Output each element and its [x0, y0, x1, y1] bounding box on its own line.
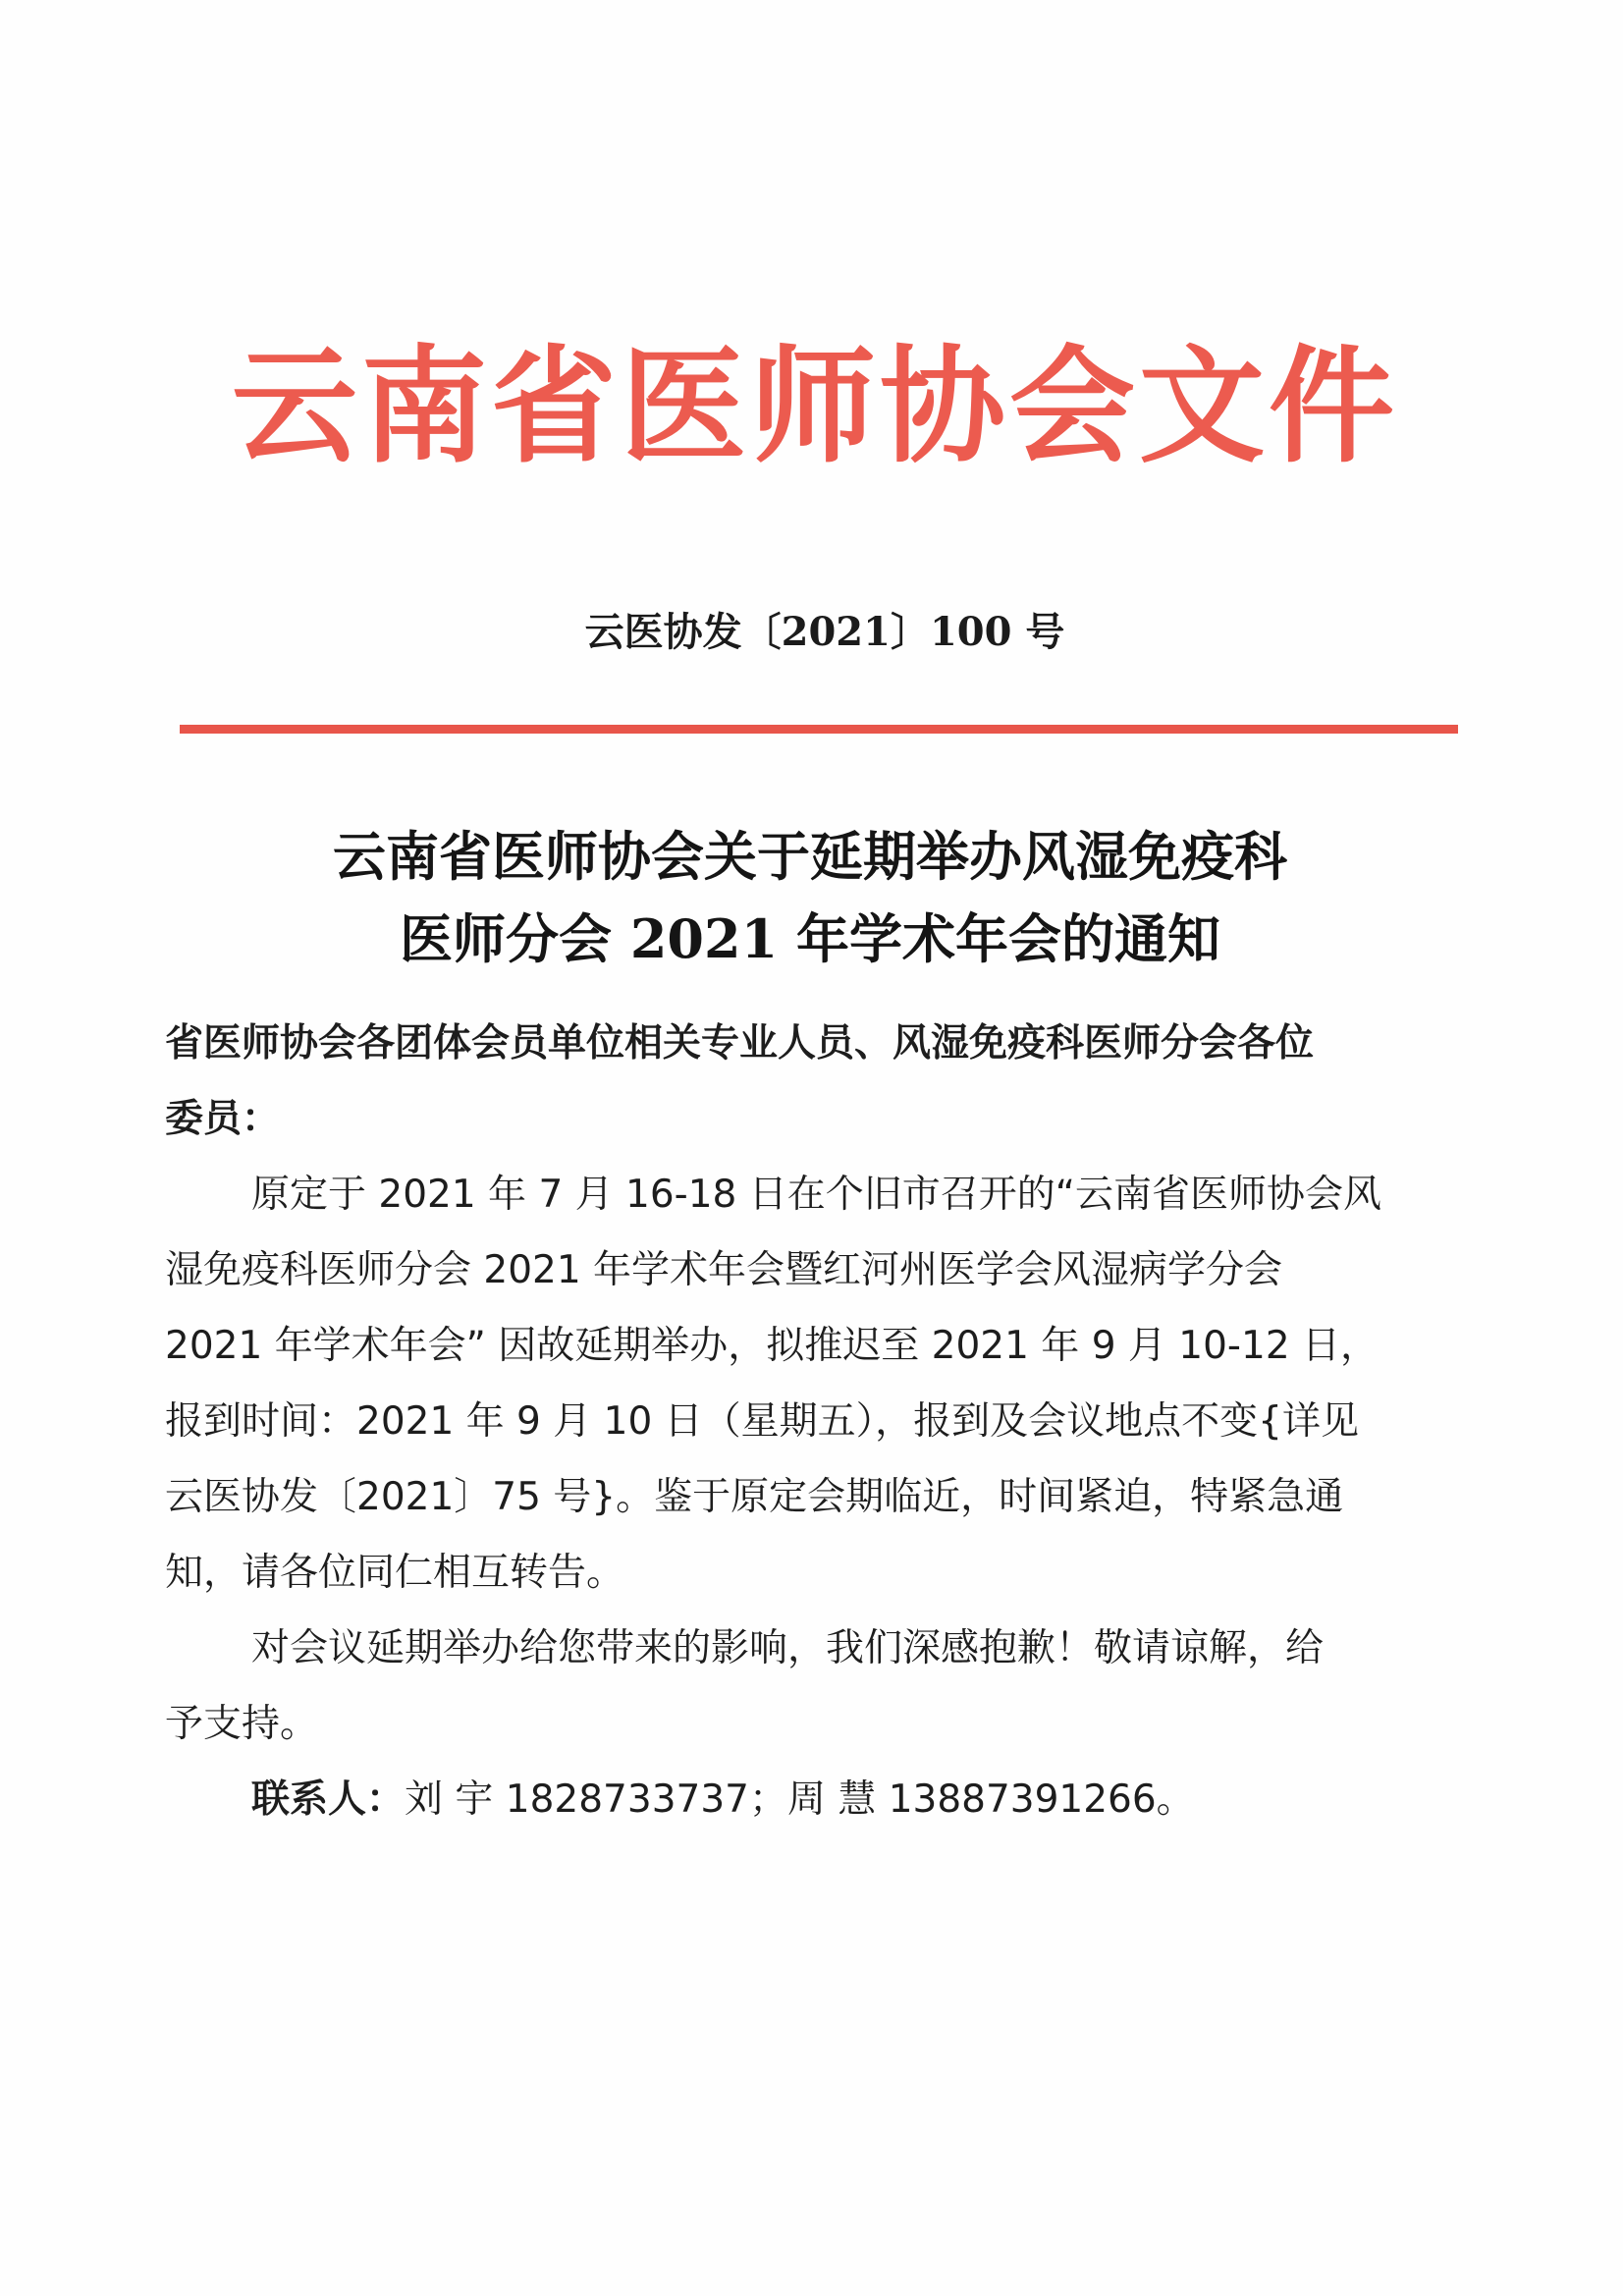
- paragraph-line: 原定于 2021 年 7 月 16-18 日在个旧市召开的“云南省医师协会风: [251, 1173, 1381, 1217]
- salutation-line: 省医师协会各团体会员单位相关专业人员、风湿免疫科医师分会各位: [165, 1021, 1315, 1066]
- paragraph-line: 2021 年学术年会” 因故延期举办，拟推迟至 2021 年 9 月 10-12 日，: [165, 1324, 1380, 1368]
- notice-body: [165, 1006, 1481, 1837]
- contact-value: 刘 宇 1828733737；周 慧 13887391266。: [405, 1777, 1195, 1822]
- red-divider-line: [180, 725, 1458, 734]
- notice-title: [147, 815, 1473, 980]
- paragraph-line: 云医协发〔2021〕75 号}。鉴于原定会期临近，时间紧迫，特紧急通: [165, 1475, 1344, 1519]
- salutation-line: 委员：: [165, 1097, 281, 1141]
- paragraph-line: 知，请各位同仁相互转告。: [165, 1551, 625, 1595]
- document-number: 云医协发〔2021〕100 号: [584, 609, 1065, 655]
- paragraph-line: 对会议延期举办给您带来的影响，我们深感抱歉！敬请谅解，给: [251, 1626, 1325, 1670]
- paragraph-line: 湿免疫科医师分会 2021 年学术年会暨红河州医学会风湿病学分会: [165, 1248, 1283, 1292]
- contact-line: [165, 1762, 1481, 1837]
- paragraph-line: 予支持。: [165, 1702, 319, 1746]
- notice-title-line: 云南省医师协会关于延期举办风湿免疫科: [333, 825, 1287, 888]
- notice-title-line: 医师分会 2021 年学术年会的通知: [400, 907, 1220, 970]
- paragraph-line: 报到时间：2021 年 9 月 10 日（星期五），报到及会议地点不变{详见: [165, 1399, 1359, 1444]
- document-header-title: 云南省医师协会文件: [231, 333, 1398, 480]
- contact-label: 联系人：: [251, 1777, 406, 1822]
